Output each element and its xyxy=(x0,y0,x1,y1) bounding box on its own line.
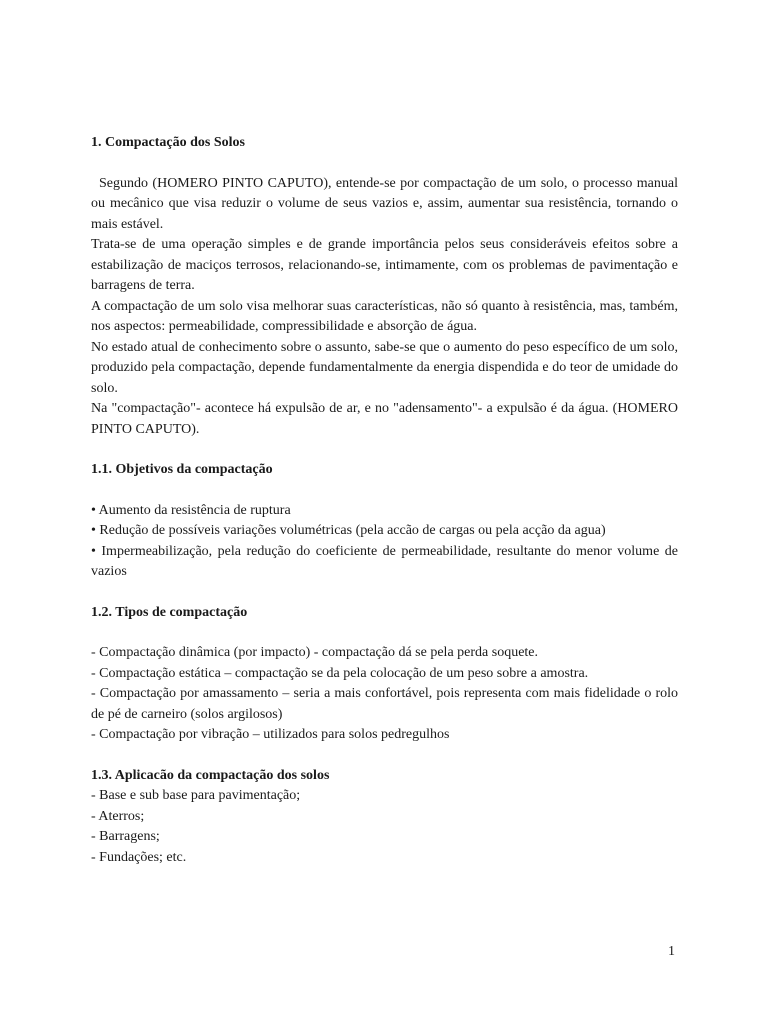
section-1-paragraph-1: Segundo (HOMERO PINTO CAPUTO), entende-se por compactação de um solo, o processo manual ou mecânico que visa reduzir o volume de seus vazios e, assim, aumentar sua resistência, tornando o mais estável. xyxy=(91,175,678,232)
list-item: - Base e sub base para pavimentação; xyxy=(91,788,301,803)
section-1-title: 1. Compactação dos Solos xyxy=(91,135,246,150)
list-item: - Compactação dinâmica (por impacto) - compactação dá se pela perda soquete. xyxy=(91,645,539,660)
page-content xyxy=(91,133,678,868)
list-item: • Redução de possíveis variações volumétricas (pela accão de cargas ou pela acção da agua) xyxy=(91,523,606,538)
list-item: • Impermeabilização, pela redução do coeficiente de permeabilidade, resultante do menor volume de vazios xyxy=(91,543,678,579)
section-1-paragraph-3: A compactação de um solo visa melhorar suas características, não só quanto à resistência, mas, também, nos aspectos: permeabilidade, compressibilidade e absorção de água. xyxy=(91,298,678,334)
section-1-2-title: 1.2. Tipos de compactação xyxy=(91,604,248,620)
section-1-paragraph-5: Na "compactação"- acontece há expulsão de ar, e no "adensamento"- a expulsão é da água. (HOMERO PINTO CAPUTO). xyxy=(91,401,678,437)
section-1-1-title: 1.1. Objetivos da compactação xyxy=(91,462,273,477)
section-1-paragraph-2: Trata-se de uma operação simples e de grande importância pelos seus consideráveis efeitos sobre a estabilização de maciços terrosos, relacionando-se, intimamente, com os problemas de pavimentação e barragens de terra. xyxy=(91,237,678,293)
list-item: - Aterros; xyxy=(91,808,145,824)
list-item: - Compactação por vibração – utilizados para solos pedregulhos xyxy=(91,727,450,742)
list-item: - Barragens; xyxy=(91,829,160,844)
section-1-3-title: 1.3. Aplicacão da compactação dos solos xyxy=(91,767,330,783)
list-item: • Aumento da resistência de ruptura xyxy=(91,502,291,518)
section-1-paragraph-4: No estado atual de conhecimento sobre o assunto, sabe-se que o aumento do peso específico de um solo, produzido pela compactação, depende fundamentalmente da energia dispendida e do teor de umidade do solo. xyxy=(91,339,678,396)
list-item: - Compactação estática – compactação se da pela colocação de um peso sobre a amostra. xyxy=(91,665,589,681)
list-item: - Compactação por amassamento – seria a mais confortável, pois representa com mais fidelidade o rolo de pé de carneiro (solos argilosos) xyxy=(91,686,678,722)
page-number: 1 xyxy=(668,944,675,959)
list-item: - Fundações; etc. xyxy=(91,849,187,865)
